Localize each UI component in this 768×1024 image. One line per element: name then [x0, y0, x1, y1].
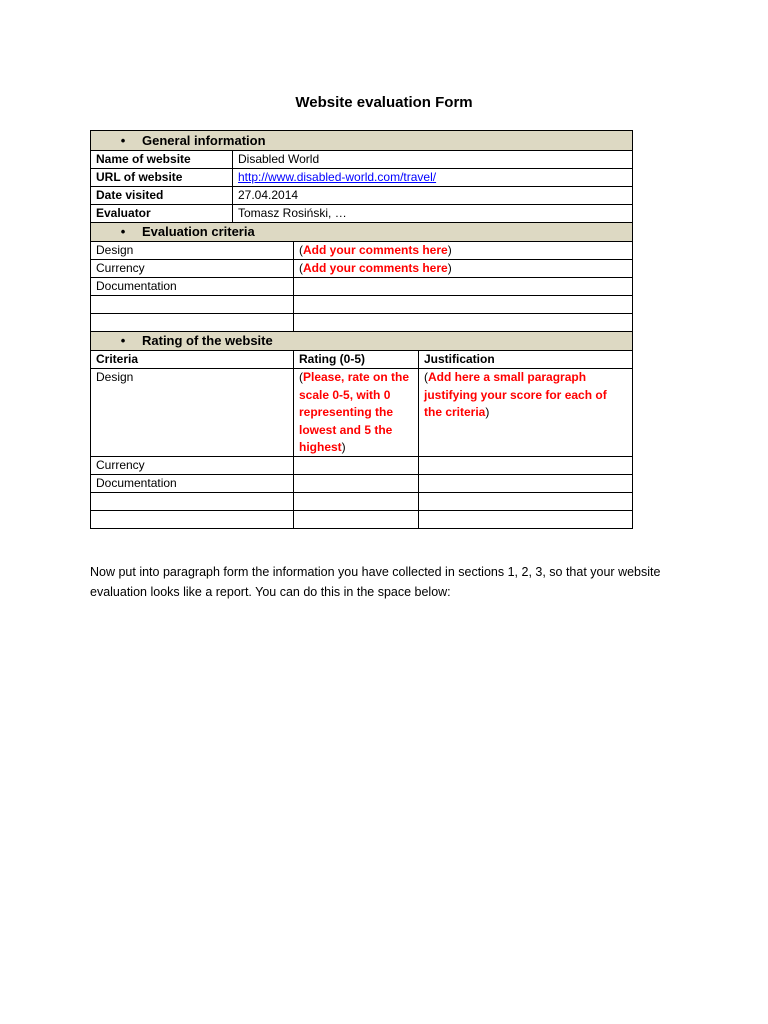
table-row	[90, 278, 633, 296]
table-row	[90, 260, 633, 278]
rating-value[interactable]: (Please, rate on the scale 0-5, with 0 representing the lowest and 5 the highest)	[293, 369, 418, 456]
bullet-icon: •	[120, 133, 126, 148]
empty-cell[interactable]	[91, 296, 293, 313]
criteria-comment[interactable]: (Add your comments here)	[293, 260, 632, 277]
rating-criteria: Documentation	[96, 476, 177, 490]
section-header-general	[90, 130, 633, 151]
page-title: Website evaluation Form	[295, 94, 473, 111]
empty-cell[interactable]	[91, 493, 293, 510]
bullet-icon: •	[120, 224, 126, 239]
empty-cell[interactable]	[91, 314, 293, 331]
rating-justification[interactable]: (Add here a small paragraph justifying your score for each of the criteria)	[418, 369, 632, 456]
criteria-comment[interactable]	[293, 278, 632, 295]
table-row	[90, 511, 633, 529]
empty-cell[interactable]	[91, 511, 293, 528]
table-row	[90, 151, 633, 169]
empty-cell[interactable]	[293, 511, 418, 528]
row-label: Name of website	[96, 152, 191, 166]
date-visited-value: 27.04.2014	[232, 187, 632, 204]
rating-criteria: Design	[96, 370, 134, 384]
table-row	[90, 242, 633, 260]
empty-cell[interactable]	[293, 493, 418, 510]
row-label: Date visited	[96, 188, 164, 202]
section-title-criteria: Evaluation criteria	[142, 224, 255, 239]
table-row	[90, 475, 633, 493]
criteria-label: Design	[96, 243, 134, 257]
website-url-link[interactable]: http://www.disabled-world.com/travel/	[238, 170, 437, 184]
section-header-rating	[90, 332, 633, 351]
column-header: Justification	[418, 351, 632, 368]
table-row	[90, 369, 633, 457]
section-header-criteria	[90, 223, 633, 242]
empty-cell[interactable]	[418, 493, 632, 510]
rating-header-row	[90, 351, 633, 369]
rating-justification[interactable]	[418, 457, 632, 474]
website-name-value: Disabled World	[232, 151, 632, 168]
criteria-label: Currency	[96, 261, 145, 275]
table-row	[90, 296, 633, 314]
rating-justification[interactable]	[418, 475, 632, 492]
column-header: Criteria	[96, 352, 139, 366]
column-header: Rating (0-5)	[293, 351, 418, 368]
table-row	[90, 493, 633, 511]
rating-value[interactable]	[293, 475, 418, 492]
row-label: URL of website	[96, 170, 183, 184]
criteria-comment[interactable]: (Add your comments here)	[293, 242, 632, 259]
table-row	[90, 205, 633, 223]
criteria-label: Documentation	[96, 279, 177, 293]
evaluator-value: Tomasz Rosiński, …	[232, 205, 632, 222]
instruction-paragraph: Now put into paragraph form the information you have collected in sections 1, 2, 3, so that your website evaluation looks like a report. You can do this in the space below:	[90, 565, 661, 599]
section-title-rating: Rating of the website	[142, 333, 273, 348]
empty-cell[interactable]	[293, 296, 632, 313]
table-row	[90, 169, 633, 187]
rating-value[interactable]	[293, 457, 418, 474]
evaluation-table	[90, 130, 633, 529]
table-row	[90, 187, 633, 205]
row-label: Evaluator	[96, 206, 151, 220]
rating-criteria: Currency	[96, 458, 145, 472]
table-row	[90, 457, 633, 475]
empty-cell[interactable]	[418, 511, 632, 528]
bullet-icon: •	[120, 333, 126, 348]
section-title-general: General information	[142, 133, 266, 148]
empty-cell[interactable]	[293, 314, 632, 331]
table-row	[90, 314, 633, 332]
